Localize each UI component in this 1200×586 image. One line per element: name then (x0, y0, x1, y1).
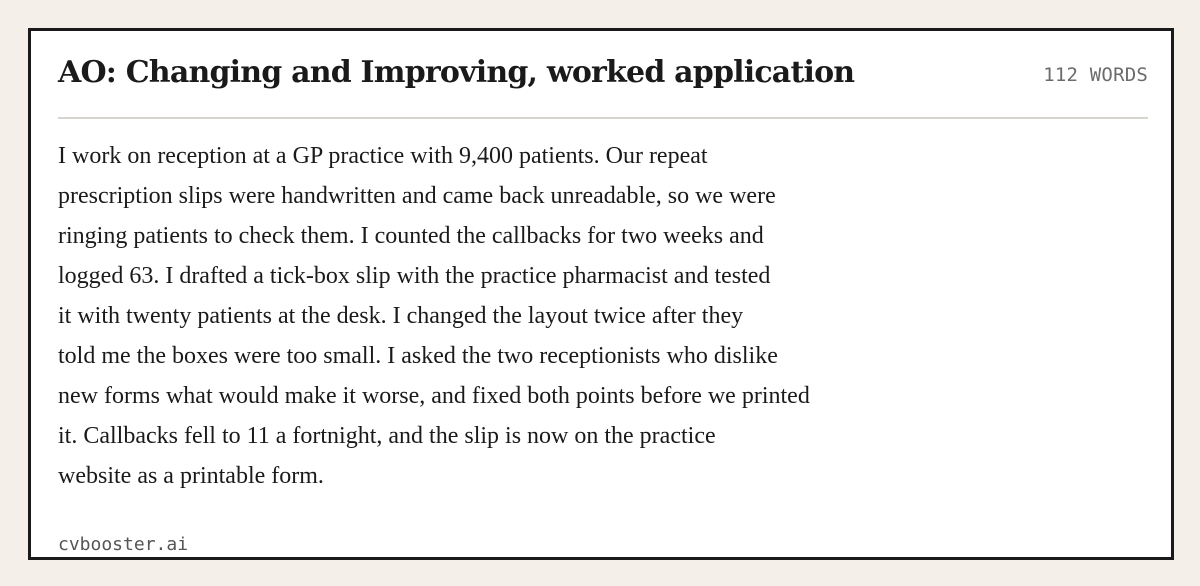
body-line: it. Callbacks fell to 11 a fortnight, and the slip is now on the practice (58, 423, 716, 449)
body-line: website as a printable form. (58, 463, 324, 489)
application-body (58, 136, 998, 496)
body-line: told me the boxes were too small. I asked the two receptionists who dislike (58, 343, 778, 369)
card-title: AO: Changing and Improving, worked application (58, 55, 855, 90)
body-line: I work on reception at a GP practice with 9,400 patients. Our repeat (58, 143, 708, 169)
body-line: ringing patients to check them. I counted the callbacks for two weeks and (58, 223, 764, 249)
application-card (28, 28, 1174, 560)
card-header (58, 53, 1148, 119)
body-line: it with twenty patients at the desk. I changed the layout twice after they (58, 303, 744, 329)
footer-brand: cvbooster.ai (58, 534, 189, 555)
word-count-badge: 112 WORDS (1043, 64, 1148, 86)
body-line: prescription slips were handwritten and came back unreadable, so we were (58, 183, 776, 209)
body-line: logged 63. I drafted a tick-box slip with the practice pharmacist and tested (58, 263, 771, 289)
body-line: new forms what would make it worse, and fixed both points before we printed (58, 383, 810, 409)
